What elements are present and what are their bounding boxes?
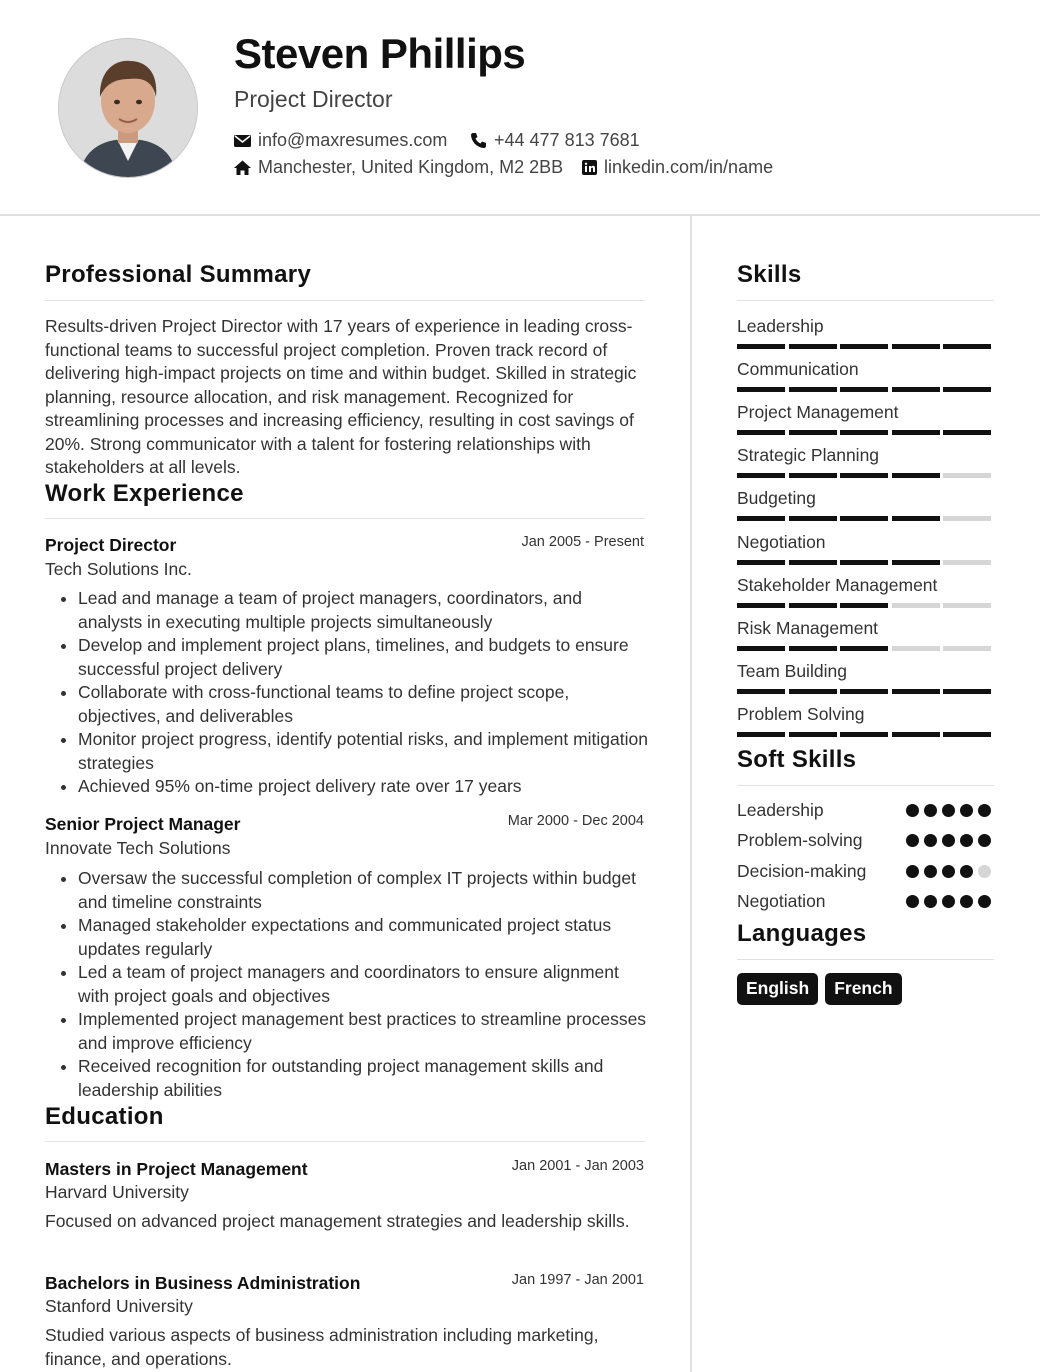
- skill-name: Strategic Planning: [737, 445, 880, 465]
- degree-date: Jan 2001 - Jan 2003: [511, 1158, 644, 1174]
- rating-dot: [960, 804, 973, 817]
- job-company: Tech Solutions Inc.: [45, 559, 192, 579]
- bullet-item: • Oversaw the successful completion of complex IT projects within budget and timeline constraints: [78, 867, 650, 914]
- skill-level-segment: [840, 344, 888, 349]
- rating-dot: [960, 865, 973, 878]
- address-contact: [234, 157, 563, 178]
- soft-skills-divider: [737, 785, 994, 786]
- skill-level-segment: [943, 603, 991, 608]
- header-divider: [0, 214, 1040, 216]
- skills-heading: Skills: [737, 261, 802, 288]
- skill-level-segment: [789, 646, 837, 651]
- rating-dot: [924, 865, 937, 878]
- soft-skill-name: Negotiation: [737, 891, 826, 911]
- skill-level-segment: [943, 387, 991, 392]
- skill-level-bar: [737, 689, 994, 694]
- bullet-item: • Develop and implement project plans, timelines, and budgets to ensure successful project delivery: [78, 634, 650, 681]
- skill-level-segment: [892, 430, 940, 435]
- education-divider: [45, 1141, 645, 1142]
- rating-dot: [978, 804, 991, 817]
- skill-level-segment: [943, 689, 991, 694]
- skill-level-segment: [789, 387, 837, 392]
- skill-level-segment: [789, 560, 837, 565]
- rating-dot: [960, 895, 973, 908]
- phone-contact[interactable]: [470, 130, 640, 151]
- skill-level-segment: [943, 560, 991, 565]
- languages-heading: Languages: [737, 920, 867, 947]
- job-bullets: [45, 867, 650, 1102]
- skill-level-segment: [943, 344, 991, 349]
- degree-date: Jan 1997 - Jan 2001: [511, 1272, 644, 1288]
- skill-level-segment: [737, 732, 785, 737]
- skill-level-segment: [892, 689, 940, 694]
- skill-level-segment: [789, 430, 837, 435]
- rating-dot: [978, 895, 991, 908]
- phone-text: +44 477 813 7681: [494, 130, 640, 150]
- candidate-name: Steven Phillips: [234, 30, 526, 77]
- school-name: Harvard University: [45, 1182, 189, 1202]
- skill-name: Project Management: [737, 402, 899, 422]
- rating-dot: [978, 865, 991, 878]
- bullet-item: • Collaborate with cross-functional teams to define project scope, objectives, and deliverables: [78, 681, 650, 728]
- skill-name: Negotiation: [737, 532, 826, 552]
- email-text: info@maxresumes.com: [258, 130, 448, 150]
- rating-dot: [924, 895, 937, 908]
- skill-level-segment: [737, 473, 785, 478]
- skill-level-segment: [943, 732, 991, 737]
- rating-dot: [906, 834, 919, 847]
- skill-name: Communication: [737, 359, 859, 379]
- bullet-item: • Implemented project management best practices to streamline processes and improve efficiency: [78, 1008, 650, 1055]
- skill-level-segment: [789, 344, 837, 349]
- skill-level-segment: [840, 732, 888, 737]
- skill-level-segment: [840, 689, 888, 694]
- skill-level-bar: [737, 560, 994, 565]
- person-portrait-icon: [59, 39, 197, 177]
- skill-level-segment: [737, 516, 785, 521]
- rating-dot: [942, 895, 955, 908]
- skill-level-bar: [737, 473, 994, 478]
- profile-photo: [58, 38, 198, 178]
- phone-icon: [470, 132, 487, 149]
- rating-dot: [978, 834, 991, 847]
- rating-dot: [942, 804, 955, 817]
- skill-name: Leadership: [737, 316, 824, 336]
- skill-level-segment: [943, 646, 991, 651]
- job-bullets: [45, 587, 650, 799]
- skill-level-segment: [737, 603, 785, 608]
- bullet-item: • Achieved 95% on-time project delivery rate over 17 years: [78, 775, 650, 799]
- skill-level-bar: [737, 603, 994, 608]
- soft-skill-name: Decision-making: [737, 861, 867, 881]
- job-date: Mar 2000 - Dec 2004: [507, 813, 644, 829]
- language-tag: English: [737, 973, 818, 1005]
- bullet-item: • Received recognition for outstanding project management skills and leadership abilities: [78, 1055, 650, 1102]
- degree-description: Studied various aspects of business administration including marketing, finance, and operations.: [45, 1325, 599, 1369]
- skill-level-bar: [737, 387, 994, 392]
- address-text: Manchester, United Kingdom, M2 2BB: [258, 157, 564, 177]
- skill-name: Risk Management: [737, 618, 879, 638]
- language-tag: French: [825, 973, 901, 1005]
- bullet-item: • Managed stakeholder expectations and communicated project status updates regularly: [78, 914, 650, 961]
- skill-level-segment: [892, 560, 940, 565]
- skill-level-bar: [737, 732, 994, 737]
- skill-level-segment: [840, 603, 888, 608]
- language-tags: [737, 973, 902, 1005]
- skill-level-bar: [737, 430, 994, 435]
- summary-text: Results-driven Project Director with 17 years of experience in leading cross-functional teams to successful project completion. Proven track record of delivering high-impact projects on time and within budget. Skilled in strategic planning, resource allocation, and risk management. Recognized for streamlining processes and increasing efficiency, resulting in cost savings of 20%. Strong communicator with a talent for fostering relationships with stakeholders at all levels.: [45, 316, 637, 477]
- rating-dot: [942, 865, 955, 878]
- bullet-item: • Lead and manage a team of project managers, coordinators, and analysts in executing multiple projects simultaneously: [78, 587, 650, 634]
- skill-level-segment: [737, 430, 785, 435]
- summary-divider: [45, 300, 645, 301]
- skill-name: Problem Solving: [737, 704, 865, 724]
- bullet-item: • Monitor project progress, identify potential risks, and implement mitigation strategies: [78, 728, 650, 775]
- rating-dot: [924, 834, 937, 847]
- soft-skills-heading: Soft Skills: [737, 746, 857, 773]
- home-icon: [234, 160, 251, 175]
- skill-level-segment: [943, 473, 991, 478]
- soft-skill-name: Problem-solving: [737, 830, 863, 850]
- skill-level-segment: [840, 473, 888, 478]
- skill-level-segment: [892, 603, 940, 608]
- skill-level-segment: [943, 430, 991, 435]
- linkedin-text: linkedin.com/in/name: [604, 157, 774, 177]
- skill-level-segment: [840, 560, 888, 565]
- skill-level-segment: [789, 689, 837, 694]
- skill-level-segment: [789, 473, 837, 478]
- skill-level-segment: [840, 646, 888, 651]
- skill-level-segment: [840, 516, 888, 521]
- skill-level-segment: [737, 646, 785, 651]
- skill-level-segment: [789, 732, 837, 737]
- resume-header: [0, 0, 1040, 214]
- soft-skill-name: Leadership: [737, 800, 824, 820]
- job-company: Innovate Tech Solutions: [45, 838, 231, 858]
- job-title: Senior Project Manager: [45, 814, 241, 834]
- rating-dot: [906, 804, 919, 817]
- skill-level-segment: [943, 516, 991, 521]
- skill-level-segment: [840, 387, 888, 392]
- rating-dot: [942, 834, 955, 847]
- experience-heading: Work Experience: [45, 480, 244, 507]
- job-title: Project Director: [45, 535, 177, 555]
- linkedin-icon: [582, 160, 597, 175]
- job-date: Jan 2005 - Present: [521, 534, 644, 550]
- skill-level-segment: [789, 603, 837, 608]
- skill-name: Budgeting: [737, 488, 816, 508]
- skill-level-segment: [737, 387, 785, 392]
- skills-divider: [737, 300, 994, 301]
- skill-level-segment: [840, 430, 888, 435]
- experience-divider: [45, 518, 645, 519]
- skill-level-segment: [892, 473, 940, 478]
- degree-title: Masters in Project Management: [45, 1159, 308, 1179]
- skill-level-bar: [737, 516, 994, 521]
- summary-heading: Professional Summary: [45, 261, 312, 288]
- rating-dot: [924, 804, 937, 817]
- rating-dot: [906, 895, 919, 908]
- skill-level-segment: [737, 560, 785, 565]
- school-name: Stanford University: [45, 1296, 193, 1316]
- bullet-item: • Led a team of project managers and coordinators to ensure alignment with project goals and objectives: [78, 961, 650, 1008]
- linkedin-contact[interactable]: [582, 157, 773, 178]
- envelope-icon: [234, 134, 251, 148]
- skill-level-segment: [789, 516, 837, 521]
- skill-level-segment: [737, 689, 785, 694]
- rating-dot: [960, 834, 973, 847]
- skill-name: Stakeholder Management: [737, 575, 938, 595]
- rating-dot: [906, 865, 919, 878]
- languages-divider: [737, 959, 994, 960]
- education-heading: Education: [45, 1103, 164, 1130]
- skill-level-segment: [892, 732, 940, 737]
- skill-level-bar: [737, 344, 994, 349]
- degree-description: Focused on advanced project management strategies and leadership skills.: [45, 1211, 630, 1231]
- skill-level-segment: [892, 516, 940, 521]
- skill-level-segment: [737, 344, 785, 349]
- skill-level-bar: [737, 646, 994, 651]
- degree-title: Bachelors in Business Administration: [45, 1273, 361, 1293]
- skill-level-segment: [892, 344, 940, 349]
- candidate-title: Project Director: [234, 86, 393, 112]
- skill-name: Team Building: [737, 661, 847, 681]
- skill-level-segment: [892, 646, 940, 651]
- column-divider: [690, 216, 692, 1372]
- email-contact[interactable]: [234, 130, 447, 151]
- skill-level-segment: [892, 387, 940, 392]
